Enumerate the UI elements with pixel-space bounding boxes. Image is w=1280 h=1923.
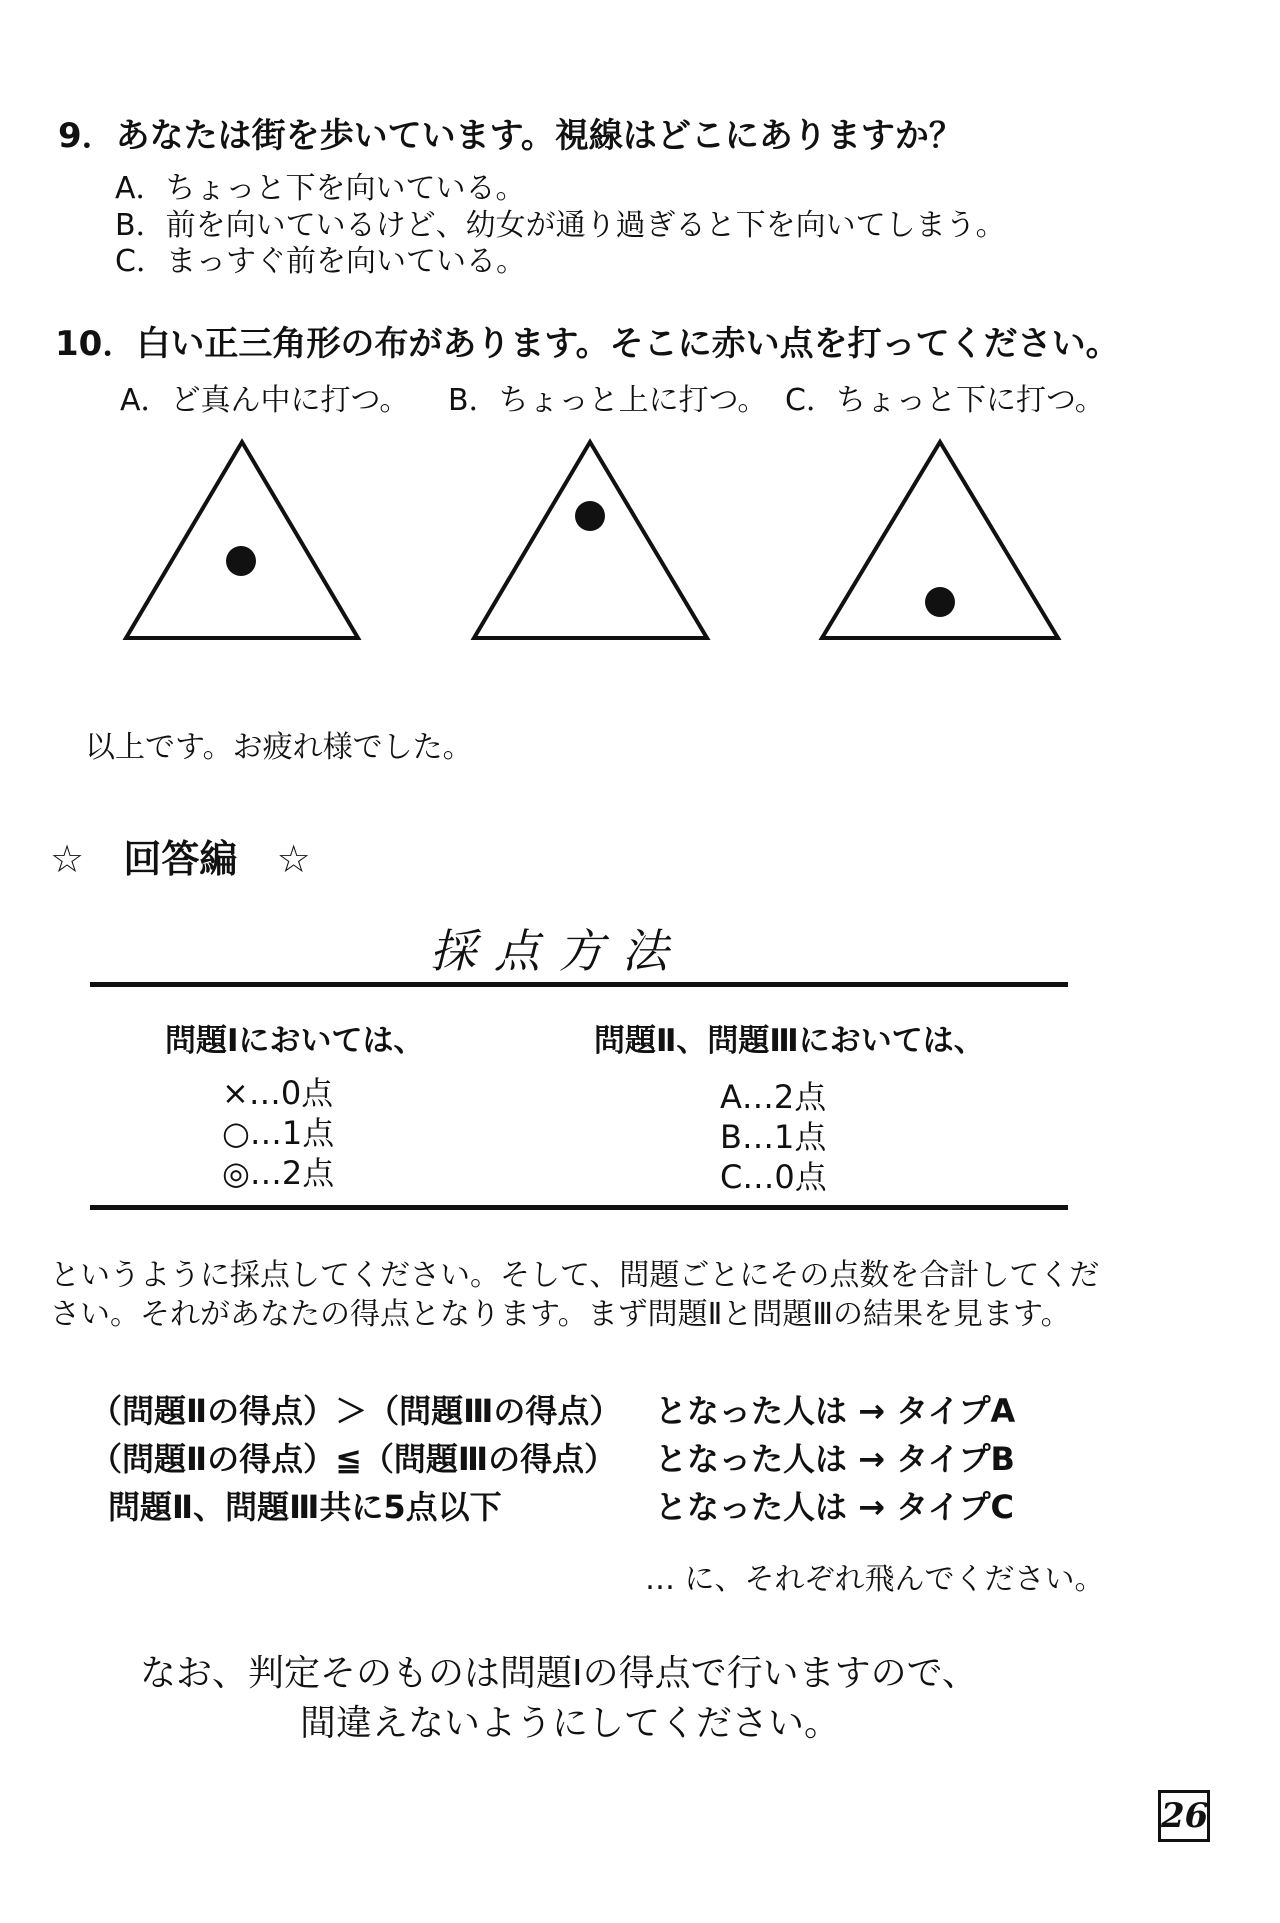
q9-title: 9．あなたは街を歩いています。視線はどこにありますか？ (58, 116, 963, 156)
scoring-right-heading: 問題Ⅱ、問題Ⅲにおいては、 (594, 1023, 985, 1059)
dot-upper (575, 501, 605, 531)
q9-option-a: A．ちょっと下を向いている。 (115, 171, 526, 206)
scoring-left-row: ◎…2点 (222, 1154, 335, 1192)
q9-option-c: C．まっすぐ前を向いている。 (115, 244, 526, 279)
scoring-left-heading: 問題Ⅰにおいては、 (165, 1023, 425, 1059)
scoring-title: 採点方法 (430, 924, 686, 978)
instruction-line: さい。それがあなたの得点となります。まず問題Ⅱと問題Ⅲの結果を見ます。 (50, 1297, 1071, 1332)
q10-option-c: C．ちょっと下に打つ。 (785, 383, 1105, 418)
divider-top (90, 982, 1068, 987)
triangle-c (822, 442, 1058, 638)
type-condition: （問題Ⅱの得点）＞（問題Ⅲの得点） (90, 1392, 622, 1430)
answer-title: 回答編 (123, 837, 238, 881)
scoring-right-row: A…2点 (720, 1078, 827, 1116)
page-number: 26 (1158, 1790, 1210, 1842)
instruction-line: というように採点してください。そして、問題ごとにその点数を合計してくだ (50, 1258, 1100, 1293)
dot-lower (925, 587, 955, 617)
star-icon: ☆ (50, 837, 85, 881)
q10-title: 10．白い正三角形の布があります。そこに赤い点を打ってください。 (55, 324, 1120, 364)
triangle-b (474, 442, 707, 638)
scoring-right-row: C…0点 (720, 1158, 827, 1196)
type-result: となった人は → タイプA (655, 1392, 1016, 1430)
scoring-left-row: ○…1点 (222, 1114, 335, 1152)
closing-text: 以上です。お疲れ様でした。 (85, 730, 473, 765)
q9-option-b: B．前を向いているけど、幼女が通り過ぎると下を向いてしまう。 (115, 208, 1006, 243)
divider-bottom (90, 1205, 1068, 1210)
dot-center (226, 546, 256, 576)
final-note-line: なお、判定そのものは問題Ⅰの得点で行いますので、 (140, 1653, 978, 1694)
q10-option-b: B．ちょっと上に打つ。 (448, 383, 768, 418)
final-note-line: 間違えないようにしてください。 (300, 1703, 841, 1744)
type-result: となった人は → タイプC (655, 1488, 1014, 1526)
type-result: となった人は → タイプB (655, 1440, 1015, 1478)
type-condition: 問題Ⅱ、問題Ⅲ共に5点以下 (108, 1488, 502, 1526)
star-icon: ☆ (276, 837, 311, 881)
scoring-right-row: B…1点 (720, 1118, 827, 1156)
type-condition: （問題Ⅱの得点）≦（問題Ⅲの得点） (90, 1440, 617, 1478)
jump-note: … に、それぞれ飛んでください。 (645, 1562, 1105, 1597)
triangle-a (126, 442, 358, 638)
scoring-left-row: ×…0点 (222, 1074, 334, 1112)
answer-header (50, 828, 311, 883)
triangle-figures (0, 420, 1100, 660)
q10-option-a: A．ど真ん中に打つ。 (120, 383, 410, 418)
